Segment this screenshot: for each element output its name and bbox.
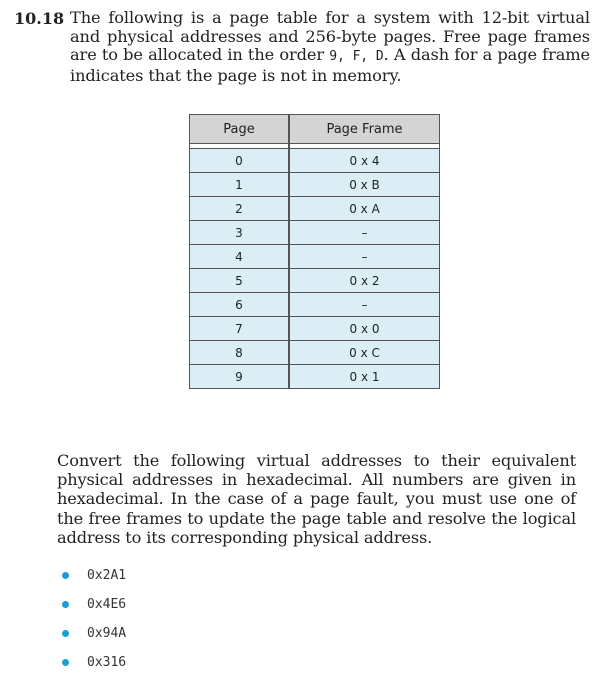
page-cell: 6 — [189, 293, 289, 317]
table-row — [189, 269, 440, 293]
free-frames-order: 9, F, D — [329, 49, 384, 64]
page-cell: 0 — [189, 149, 289, 173]
page-cell: 9 — [189, 365, 289, 389]
frame-cell: – — [289, 293, 440, 317]
virtual-address: 0x94A — [87, 626, 127, 641]
page-frame-column-header: Page Frame — [289, 114, 440, 144]
frame-cell: 0 x 4 — [289, 149, 440, 173]
table-row — [189, 341, 440, 365]
table-row — [189, 317, 440, 341]
table-row — [189, 365, 440, 389]
frame-cell: 0 x 0 — [289, 317, 440, 341]
frame-cell: – — [289, 245, 440, 269]
table-row — [189, 197, 440, 221]
page-column-header: Page — [189, 114, 289, 144]
virtual-address: 0x316 — [87, 655, 127, 670]
list-item — [62, 619, 126, 648]
bullet-icon — [62, 659, 69, 666]
frame-cell: 0 x 2 — [289, 269, 440, 293]
table-row — [189, 245, 440, 269]
problem-text — [70, 9, 590, 85]
bullet-icon — [62, 601, 69, 608]
frame-cell: 0 x A — [289, 197, 440, 221]
list-item — [62, 561, 126, 590]
problem-text-part2: . A dash for a page frame indicates that the page is not in memory. — [70, 45, 590, 85]
page-cell: 8 — [189, 341, 289, 365]
page-cell: 7 — [189, 317, 289, 341]
table-row — [189, 173, 440, 197]
page-cell: 2 — [189, 197, 289, 221]
page-cell: 1 — [189, 173, 289, 197]
frame-cell: – — [289, 221, 440, 245]
page-table-container — [189, 114, 440, 389]
page-table — [189, 114, 440, 389]
instructions-paragraph: Convert the following virtual addresses to their equivalent physical addresses in hexadecimal. All numbers are given in hexadecimal. In the case of a page fault, you must use one of the free frames to update the page table and resolve the logical address to its corresponding physical address. — [57, 451, 576, 547]
frame-cell: 0 x B — [289, 173, 440, 197]
page-cell: 3 — [189, 221, 289, 245]
page-cell: 4 — [189, 245, 289, 269]
problem-number: 10.18 — [14, 9, 65, 28]
virtual-address: 0x2A1 — [87, 568, 127, 583]
virtual-address: 0x4E6 — [87, 597, 127, 612]
address-list — [62, 561, 126, 677]
table-row — [189, 221, 440, 245]
problem-text-part1: The following is a page table for a system with 12-bit virtual and physical addresses and 256-byte pages. Free page frames are to be allocated in the order — [70, 8, 590, 64]
bullet-icon — [62, 630, 69, 637]
frame-cell: 0 x 1 — [289, 365, 440, 389]
bullet-icon — [62, 572, 69, 579]
list-item — [62, 590, 126, 619]
list-item — [62, 648, 126, 677]
page-table-header-row — [189, 114, 440, 144]
table-row — [189, 149, 440, 173]
page-cell: 5 — [189, 269, 289, 293]
frame-cell: 0 x C — [289, 341, 440, 365]
table-row — [189, 293, 440, 317]
